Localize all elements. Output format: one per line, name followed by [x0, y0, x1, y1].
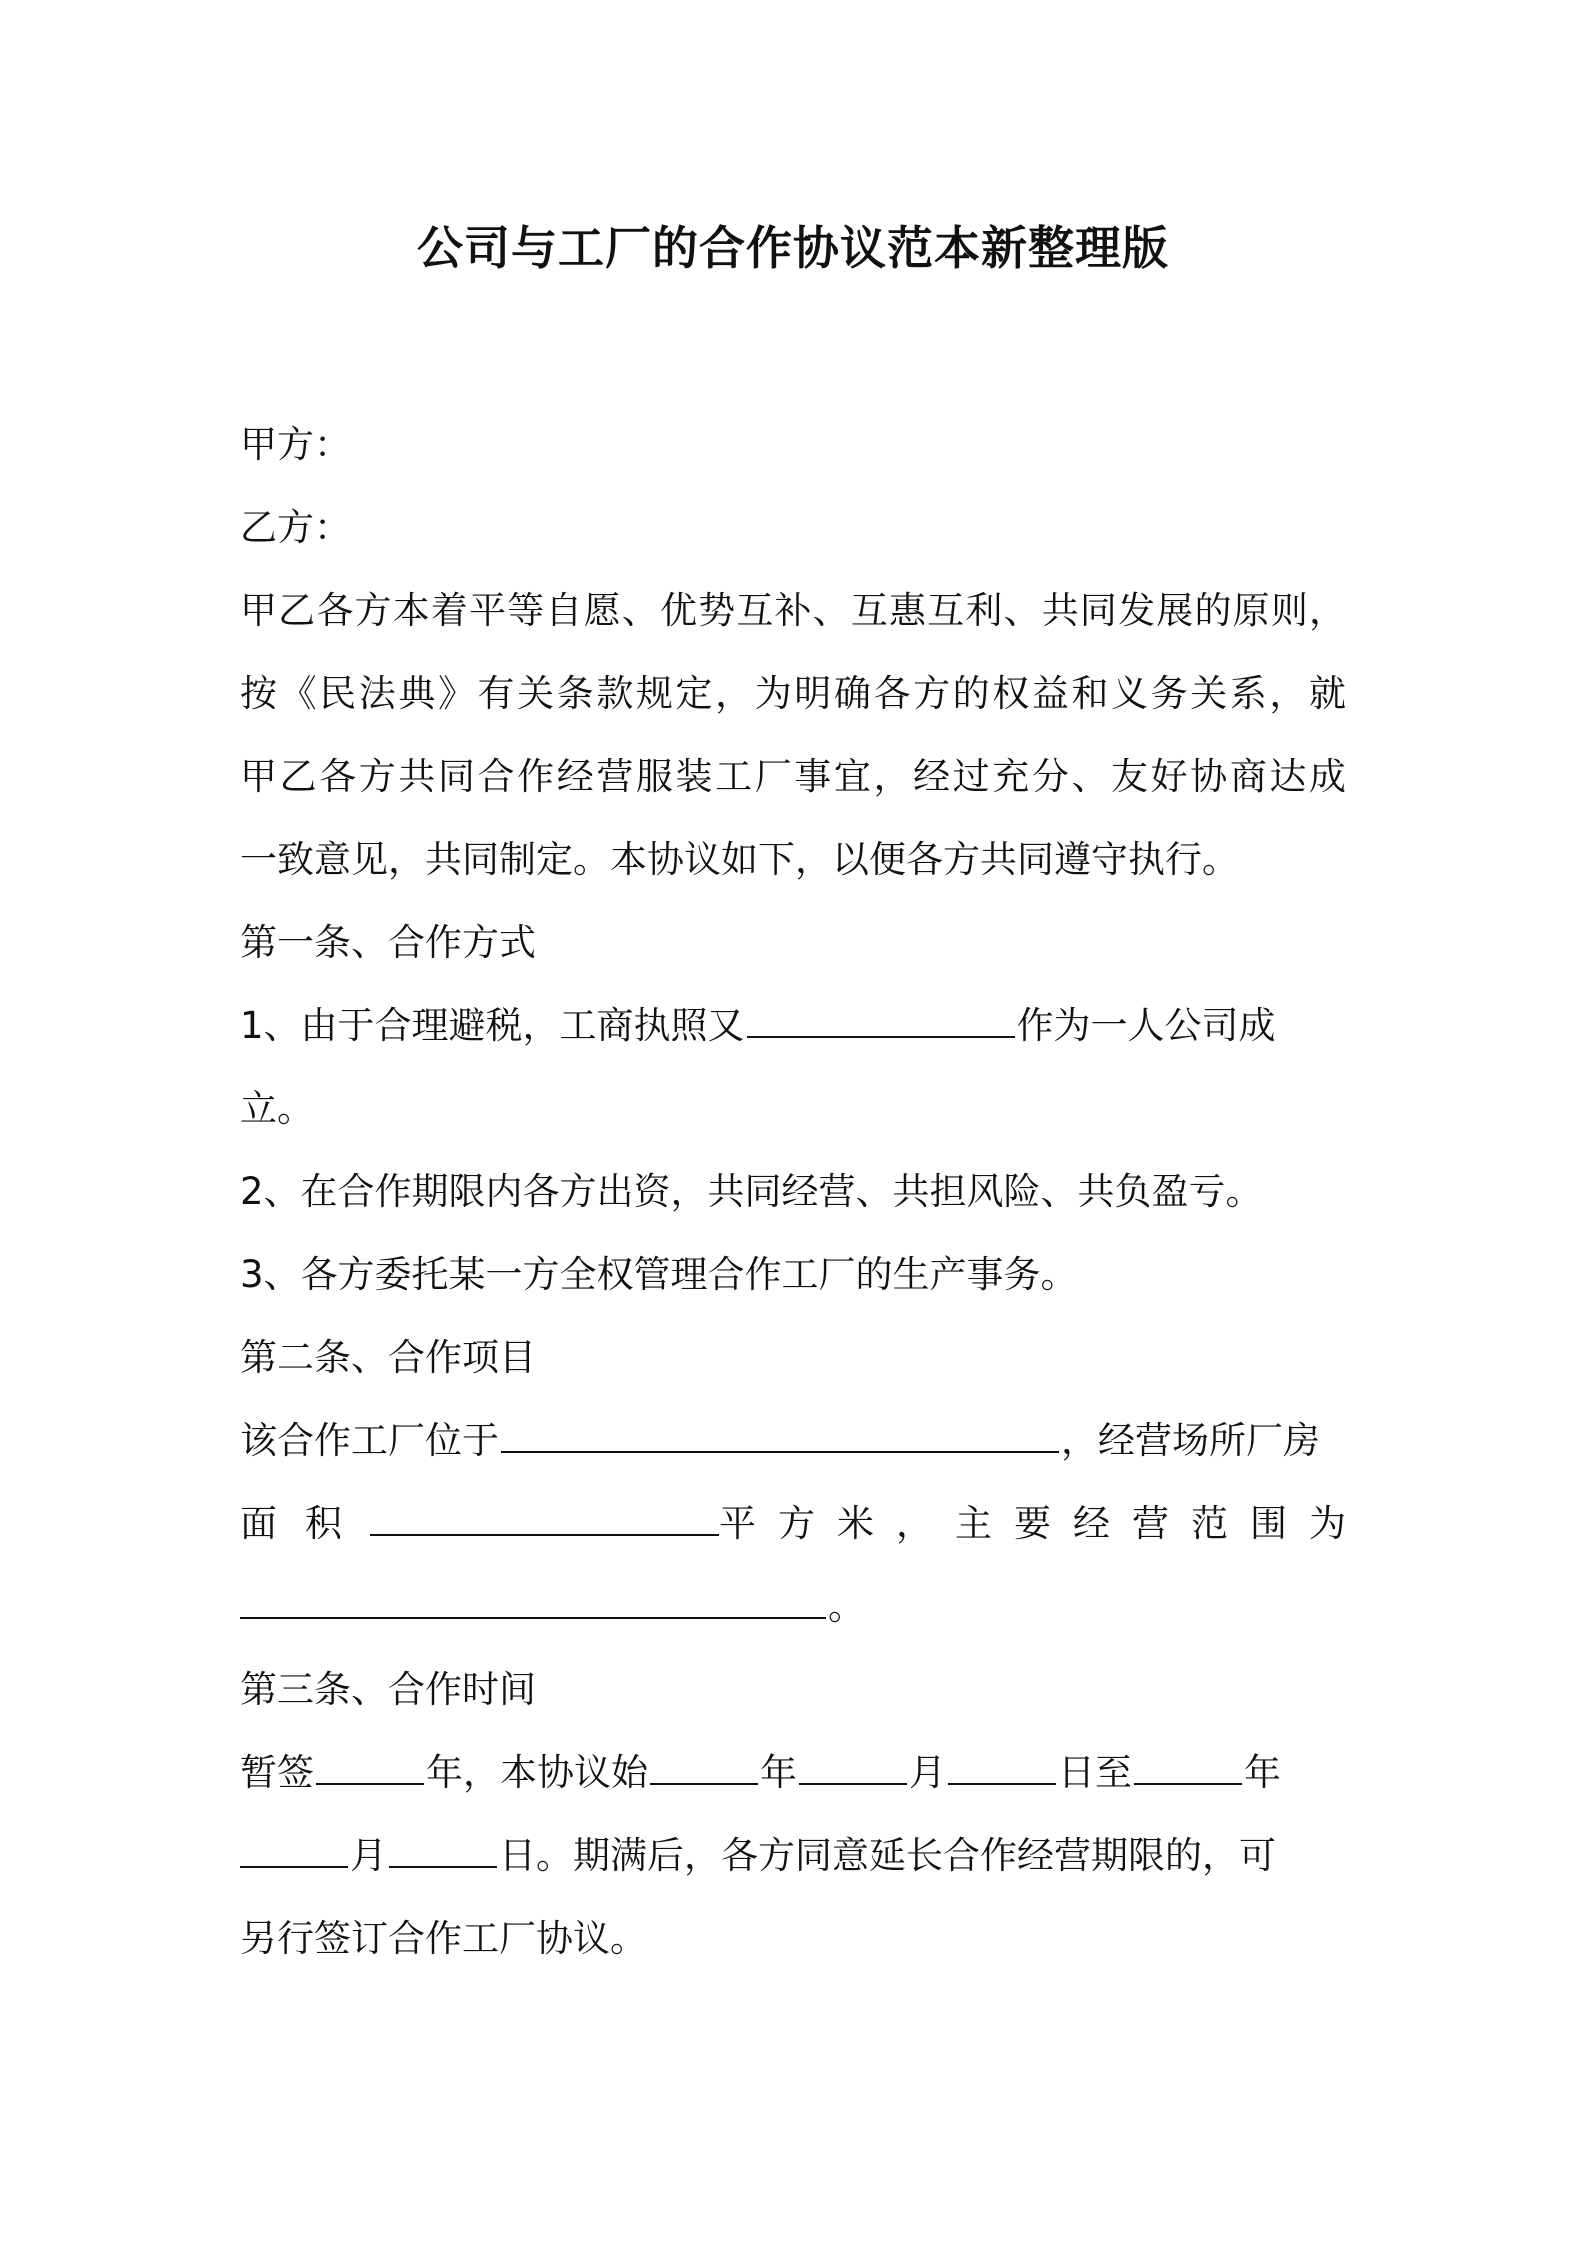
- article3-line-1: [240, 1731, 1346, 1814]
- fill-blank[interactable]: [799, 1747, 907, 1785]
- article2-line-1: [240, 1399, 1346, 1482]
- fill-blank[interactable]: [370, 1498, 719, 1536]
- preamble-line-2: 按《民法典》有关条款规定，为明确各方的权益和义务关系，就: [240, 672, 1346, 715]
- preamble-line-1: 甲乙各方本着平等自愿、优势互补、互惠互利、共同发展的原则，: [240, 589, 1346, 632]
- article3-text: 年，本协议始: [426, 1751, 648, 1794]
- article1-item2: 2、在合作期限内各方出资，共同经营、共担风险、共负盈亏。: [240, 1170, 1263, 1213]
- party-a-line: 甲方：: [240, 423, 351, 466]
- fill-blank[interactable]: [747, 1000, 1015, 1038]
- article2-line2-text-a: 面积: [240, 1502, 370, 1545]
- article1-item1-cont: 立。: [240, 1087, 314, 1130]
- article2-line1-text-b: ，经营场所厂房: [1061, 1419, 1320, 1462]
- article2-line-2: [240, 1482, 1368, 1565]
- article3-text: 月: [909, 1751, 946, 1794]
- article2-line2-text-b: 平方米，主要经营范围为: [719, 1502, 1368, 1545]
- article1-item1: [240, 984, 1346, 1067]
- article3-text: 年: [1244, 1751, 1281, 1794]
- fill-blank[interactable]: [1134, 1747, 1242, 1785]
- article2-line3-end: 。: [828, 1585, 865, 1628]
- article3-line-3: 另行签订合作工厂协议。: [240, 1917, 647, 1960]
- article2-heading: 第二条、合作项目: [240, 1336, 536, 1379]
- preamble-line-3: 甲乙各方共同合作经营服装工厂事宜，经过充分、友好协商达成: [240, 755, 1346, 798]
- fill-blank[interactable]: [316, 1747, 424, 1785]
- article3-heading: 第三条、合作时间: [240, 1668, 536, 1711]
- fill-blank[interactable]: [650, 1747, 758, 1785]
- article3-text: 暂签: [240, 1751, 314, 1794]
- document-body: [240, 403, 1368, 1980]
- article3-text: 日。期满后，各方同意延长合作经营期限的，可: [499, 1834, 1276, 1877]
- article2-line-3: [240, 1565, 1346, 1648]
- fill-blank[interactable]: [240, 1830, 348, 1868]
- article2-line1-text-a: 该合作工厂位于: [240, 1419, 499, 1462]
- article1-heading: 第一条、合作方式: [240, 921, 536, 964]
- fill-blank[interactable]: [948, 1747, 1056, 1785]
- fill-blank[interactable]: [501, 1415, 1059, 1453]
- article1-item1-text-a: 1、由于合理避税，工商执照又: [240, 1004, 745, 1047]
- document-title: 公司与工厂的合作协议范本新整理版: [417, 221, 1169, 275]
- article3-text: 年: [760, 1751, 797, 1794]
- fill-blank[interactable]: [389, 1830, 497, 1868]
- article1-item1-text-b: 作为一人公司成: [1016, 1004, 1276, 1047]
- fill-blank[interactable]: [240, 1581, 826, 1619]
- article3-text: 日至: [1058, 1751, 1132, 1794]
- preamble-line-4: 一致意见，共同制定。本协议如下，以便各方共同遵守执行。: [240, 838, 1239, 881]
- article1-item3: 3、各方委托某一方全权管理合作工厂的生产事务。: [240, 1253, 1078, 1296]
- article3-text: 月: [350, 1834, 387, 1877]
- party-b-line: 乙方：: [240, 506, 351, 549]
- article3-line-2: [240, 1814, 1346, 1897]
